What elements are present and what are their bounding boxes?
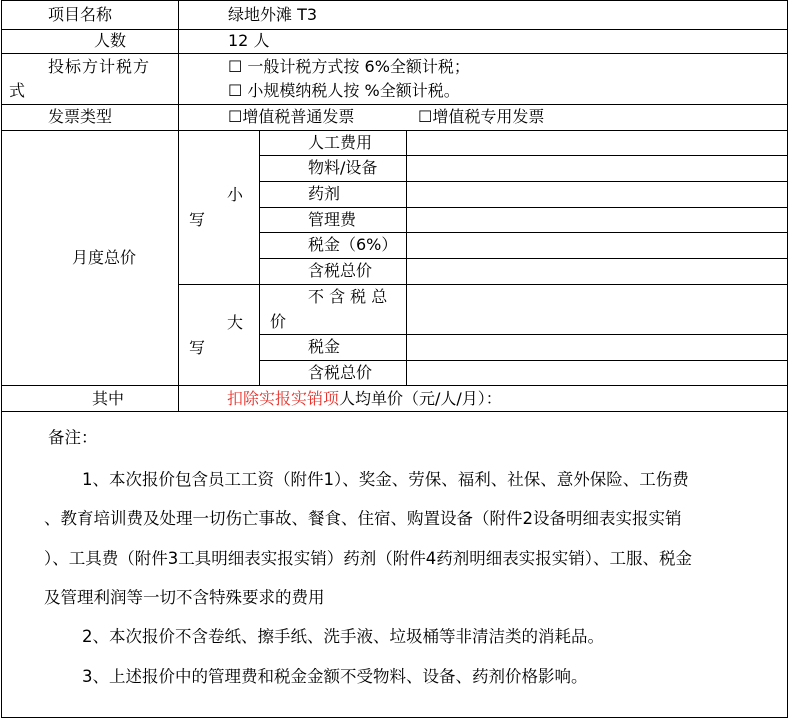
- notes-title: 备注：: [48, 428, 98, 447]
- invoice-option-normal[interactable]: ☐增值税普通发票: [228, 107, 355, 126]
- big-item-tax-label: 税金: [308, 337, 341, 356]
- big-amount-char: 大: [227, 313, 244, 332]
- row-divider: [259, 360, 788, 361]
- row-divider: [259, 181, 788, 182]
- item-labor-cost-label: 人工费用: [308, 133, 373, 152]
- row-divider: [259, 258, 788, 259]
- row-divider: [259, 232, 788, 233]
- item-tax-label: 税金（6%）: [308, 235, 398, 254]
- row-divider: [1, 29, 788, 30]
- item-total-incl-tax-label: 含税总价: [308, 261, 373, 280]
- tax-method-label-line2: 式: [9, 81, 26, 100]
- item-management-fee-label: 管理费: [308, 210, 357, 229]
- headcount-value: 12 人: [228, 31, 270, 50]
- row-divider: [1, 104, 788, 105]
- project-name-value: 绿地外滩 T3: [228, 5, 318, 24]
- note-line: 2、本次报价不含卷纸、擦手纸、洗手液、垃圾桶等非清洁类的消耗品。: [82, 627, 604, 646]
- project-name-label: 项目名称: [48, 5, 113, 24]
- among-label: 其中: [92, 389, 125, 408]
- row-divider: [259, 207, 788, 208]
- note-line: 、教育培训费及处理一切伤亡事故、餐食、住宿、购置设备（附件2设备明细表实报实销: [44, 509, 682, 528]
- row-divider: [178, 284, 788, 285]
- invoice-type-label: 发票类型: [48, 107, 113, 126]
- monthly-total-label: 月度总价: [72, 248, 137, 267]
- small-amount-char: 写: [189, 210, 206, 229]
- item-materials-label: 物料/设备: [308, 158, 378, 177]
- row-divider: [1, 385, 788, 386]
- big-item-total-incl-tax-label: 含税总价: [308, 363, 373, 382]
- row-divider: [1, 130, 788, 131]
- border-bottom: [1, 717, 788, 718]
- big-amount-char: 写: [189, 338, 206, 357]
- tax-option-small-scale[interactable]: ☐ 小规模纳税人按 %全额计税。: [228, 81, 460, 100]
- item-chemicals-label: 药剂: [308, 184, 341, 203]
- row-divider: [259, 334, 788, 335]
- per-capita-price-label: 人均单价（元/人/月）：: [339, 389, 502, 408]
- row-divider: [1, 411, 788, 412]
- note-line: ）、工具费（附件3工具明细表实报实销）药剂（附件4药剂明细表实报实销）、工服、税金: [44, 549, 692, 568]
- column-divider: [178, 0, 179, 412]
- tax-method-label-line1: 投标方计税方: [48, 57, 151, 76]
- excluded-reimbursement-highlight: 扣除实报实销项: [227, 389, 340, 408]
- column-divider: [259, 130, 260, 386]
- border-top: [1, 0, 788, 1]
- row-divider: [259, 155, 788, 156]
- big-item-total-excl-tax-line2: 价: [270, 312, 287, 331]
- note-line: 及管理利润等一切不含特殊要求的费用: [44, 588, 325, 607]
- row-divider: [1, 53, 788, 54]
- small-amount-char: 小: [227, 185, 244, 204]
- tax-option-general[interactable]: ☐ 一般计税方式按 6%全额计税；: [228, 57, 470, 76]
- column-divider: [406, 130, 407, 386]
- border-left: [1, 0, 2, 718]
- big-item-total-excl-tax-line1: 不 含 税 总: [308, 287, 388, 306]
- per-capita-price-line: [227, 389, 502, 409]
- note-line: 1、本次报价包含员工工资（附件1）、奖金、劳保、福利、社保、意外保险、工伤费: [82, 470, 689, 489]
- note-line: 3、上述报价中的管理费和税金金额不受物料、设备、药剂价格影响。: [82, 667, 588, 686]
- invoice-option-special[interactable]: ☐增值税专用发票: [418, 107, 545, 126]
- headcount-label: 人数: [94, 31, 127, 50]
- border-right: [787, 0, 788, 718]
